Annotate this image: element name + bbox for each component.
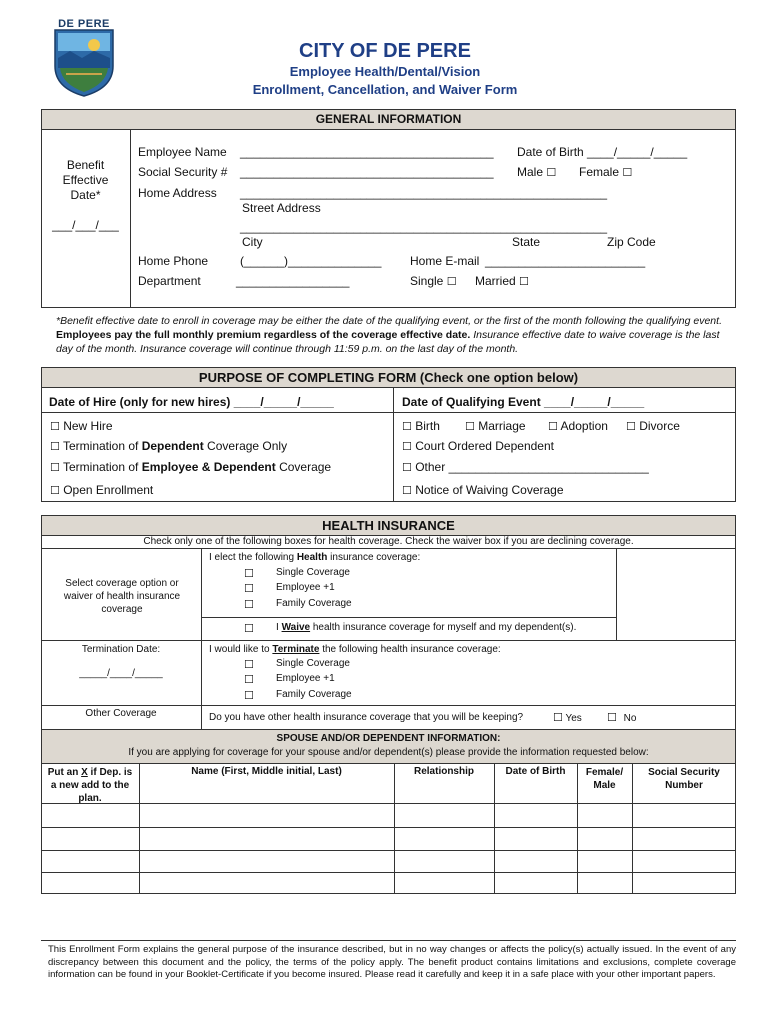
yes-label: Yes bbox=[565, 713, 582, 724]
home-phone-label: Home Phone bbox=[138, 254, 209, 268]
married-option[interactable] bbox=[475, 274, 529, 288]
select-coverage-label: Select coverage option or waiver of health insurance coverage bbox=[63, 578, 181, 615]
elect-single-option[interactable] bbox=[244, 567, 350, 580]
effective-date-note bbox=[56, 314, 724, 356]
form-subtitle-2: Enrollment, Cancellation, and Waiver Form bbox=[252, 82, 518, 97]
waive-text bbox=[276, 622, 576, 633]
marriage-label: Marriage bbox=[478, 419, 526, 433]
home-phone-field[interactable]: (______)______________ bbox=[240, 254, 382, 268]
checkbox-icon: ☐ bbox=[607, 711, 617, 724]
dependents-heading: SPOUSE AND/OR DEPENDENT INFORMATION: bbox=[276, 733, 501, 744]
term-emp-label-2: Coverage bbox=[275, 460, 332, 474]
waive-coverage-option[interactable] bbox=[244, 622, 577, 635]
new-hire-option[interactable] bbox=[50, 419, 113, 433]
home-email-field[interactable]: ________________________ bbox=[485, 254, 646, 268]
department-label: Department bbox=[138, 274, 201, 288]
divorce-option[interactable] bbox=[626, 419, 680, 433]
notice-waiving-option[interactable] bbox=[402, 483, 564, 497]
terminate-employee-plus1-label: Employee +1 bbox=[276, 673, 335, 684]
termination-date-field[interactable]: _____/____/_____ bbox=[79, 668, 163, 679]
footer-disclaimer: This Enrollment Form explains the general purpose of the insurance described, but in no way changes or affects the policy(s) actually issued. In the event of any discrepancy between this document and the policy, the terms of the policy apply. The benefit product contains limitations and exclusions, complete coverage information can be found in your Booklet-Certificate if you become insured. Please read it carefully and keep it in a safe place with your other important papers. bbox=[48, 944, 736, 980]
terminate-family-label: Family Coverage bbox=[276, 689, 352, 700]
employee-name-field[interactable]: ______________________________________ bbox=[240, 145, 494, 159]
checkbox-icon: ☐ bbox=[402, 420, 412, 433]
termination-date-label: Termination Date: bbox=[81, 644, 161, 655]
terminate-text-bold: Terminate bbox=[272, 644, 320, 655]
logo-text: DE PERE bbox=[58, 18, 110, 30]
checkbox-icon: ☐ bbox=[244, 622, 254, 635]
note-text-1: *Benefit effective date to enroll in coverage may be either the date of the qualifying event, or the first of the month following the qualifying event. bbox=[56, 315, 722, 327]
adoption-label: Adoption bbox=[560, 419, 608, 433]
other-coverage-label: Other Coverage bbox=[85, 708, 157, 719]
no-label: No bbox=[623, 713, 637, 724]
note-text-bold: Employees pay the full monthly premium regardless of the coverage effective date. bbox=[56, 329, 471, 341]
elect-coverage-text bbox=[209, 552, 420, 563]
waive-text-1: I bbox=[276, 622, 282, 633]
elect-employee-plus1-option[interactable] bbox=[244, 582, 335, 595]
home-email-label: Home E-mail bbox=[410, 254, 480, 268]
col-new-add-header bbox=[46, 766, 134, 805]
checkbox-icon: ☐ bbox=[244, 567, 254, 580]
checkbox-icon: ☐ bbox=[402, 461, 412, 474]
employee-name-label: Employee Name bbox=[138, 145, 227, 159]
single-option[interactable] bbox=[410, 274, 457, 288]
male-option[interactable] bbox=[517, 165, 556, 179]
col-put-1: Put an bbox=[47, 767, 82, 778]
city-caption: City bbox=[242, 235, 263, 249]
checkbox-icon: ☐ bbox=[244, 582, 254, 595]
birth-option[interactable] bbox=[402, 419, 440, 433]
city-state-zip-field[interactable]: _______________________________________________________ bbox=[240, 220, 608, 234]
health-instruction: Check only one of the following boxes for health coverage. Check the waiver box if you are declining coverage. bbox=[143, 536, 634, 547]
elect-text-1: I elect the following bbox=[209, 552, 297, 563]
checkbox-icon: ☐ bbox=[446, 275, 457, 288]
checkbox-icon: ☐ bbox=[50, 461, 60, 474]
terminate-single-option[interactable] bbox=[244, 658, 350, 671]
term-emp-label-bold: Employee & Dependent bbox=[141, 460, 276, 474]
home-address-label: Home Address bbox=[138, 186, 217, 200]
department-field[interactable]: _________________ bbox=[236, 274, 350, 288]
ssn-field[interactable]: ______________________________________ bbox=[240, 165, 494, 179]
open-enrollment-option[interactable] bbox=[50, 483, 153, 497]
notice-waiving-label: Notice of Waiving Coverage bbox=[415, 483, 564, 497]
other-coverage-question: Do you have other health insurance coverage that you will be keeping? bbox=[209, 712, 524, 723]
col-name-header: Name (First, Middle initial, Last) bbox=[191, 766, 342, 777]
waive-text-2: health insurance coverage for myself and my dependent(s). bbox=[310, 622, 577, 633]
checkbox-icon: ☐ bbox=[622, 166, 633, 179]
elect-text-bold: Health bbox=[296, 552, 328, 563]
street-address-field[interactable]: _______________________________________________________ bbox=[240, 186, 608, 200]
checkbox-icon: ☐ bbox=[244, 598, 254, 611]
elect-family-option[interactable] bbox=[244, 598, 352, 611]
checkbox-icon: ☐ bbox=[50, 440, 60, 453]
checkbox-icon: ☐ bbox=[50, 420, 60, 433]
other-field[interactable]: ______________________________ bbox=[448, 460, 649, 474]
col-put-2: if Dep. is a new add to the plan. bbox=[50, 767, 133, 804]
checkbox-icon: ☐ bbox=[519, 275, 529, 288]
checkbox-icon: ☐ bbox=[548, 420, 558, 433]
single-label: Single bbox=[410, 274, 444, 288]
dependents-instruction: If you are applying for coverage for your spouse and/or dependent(s) please provide the information requested below: bbox=[128, 747, 649, 758]
term-dep-label-bold: Dependent bbox=[141, 439, 204, 453]
female-option[interactable] bbox=[579, 165, 632, 179]
dependent-row[interactable] bbox=[41, 828, 736, 849]
dependent-row[interactable] bbox=[41, 851, 736, 871]
benefit-effective-date-field[interactable]: ___/___/___ bbox=[52, 218, 119, 232]
col-dob-header: Date of Birth bbox=[505, 766, 566, 777]
terminate-coverage-text bbox=[209, 644, 501, 655]
col-put-x: X bbox=[81, 767, 88, 778]
checkbox-icon: ☐ bbox=[402, 440, 412, 453]
adoption-option[interactable] bbox=[548, 419, 608, 433]
checkbox-icon: ☐ bbox=[626, 420, 636, 433]
other-coverage-no-option[interactable] bbox=[607, 711, 636, 724]
checkbox-icon: ☐ bbox=[546, 166, 557, 179]
checkbox-icon: ☐ bbox=[244, 689, 254, 702]
elect-single-label: Single Coverage bbox=[276, 567, 350, 578]
street-address-caption: Street Address bbox=[242, 201, 321, 215]
open-enrollment-label: Open Enrollment bbox=[63, 483, 154, 497]
benefit-effective-date-label: Benefit Effective Date* bbox=[62, 158, 109, 202]
terminate-family-option[interactable] bbox=[244, 689, 352, 702]
term-dep-label-1: Termination of bbox=[63, 439, 142, 453]
checkbox-icon: ☐ bbox=[50, 484, 60, 497]
elect-employee-plus1-label: Employee +1 bbox=[276, 582, 335, 593]
note-text-2: Insurance effective date to waive coverage is the last day of the month. Insurance coverage will continue through 11:59 p.m. on the last day of the month. bbox=[56, 329, 720, 355]
divorce-label: Divorce bbox=[639, 419, 680, 433]
health-insurance-heading: HEALTH INSURANCE bbox=[322, 518, 455, 533]
checkbox-icon: ☐ bbox=[402, 484, 412, 497]
zip-caption: Zip Code bbox=[607, 235, 656, 249]
col-relationship-header: Relationship bbox=[413, 766, 474, 777]
terminate-text-1: I would like to bbox=[209, 644, 273, 655]
waive-text-bold: Waive bbox=[281, 622, 311, 633]
date-of-qualifying-event-field[interactable]: Date of Qualifying Event ____/_____/_____ bbox=[402, 395, 645, 409]
checkbox-icon: ☐ bbox=[553, 711, 563, 724]
checkbox-icon: ☐ bbox=[465, 420, 475, 433]
married-label: Married bbox=[475, 274, 516, 288]
new-hire-label: New Hire bbox=[63, 419, 113, 433]
col-sex-header: Female/ Male bbox=[585, 767, 624, 791]
general-info-heading: GENERAL INFORMATION bbox=[315, 112, 462, 126]
birth-label: Birth bbox=[415, 419, 440, 433]
date-of-hire-field[interactable]: Date of Hire (only for new hires) ____/_____/_____ bbox=[49, 395, 334, 409]
purpose-heading: PURPOSE OF COMPLETING FORM (Check one option below) bbox=[198, 370, 579, 385]
court-ordered-option[interactable] bbox=[402, 439, 554, 453]
other-label: Other bbox=[415, 460, 446, 474]
checkbox-icon: ☐ bbox=[244, 673, 254, 686]
col-ssn-header: Social Security Number bbox=[648, 767, 720, 791]
term-emp-label-1: Termination of bbox=[63, 460, 142, 474]
dependent-row[interactable] bbox=[41, 873, 736, 893]
terminate-employee-plus1-option[interactable] bbox=[244, 673, 335, 686]
checkbox-icon: ☐ bbox=[244, 658, 254, 671]
state-caption: State bbox=[512, 235, 541, 249]
dependent-row[interactable] bbox=[41, 804, 736, 826]
terminate-single-label: Single Coverage bbox=[276, 658, 350, 669]
other-coverage-yes-option[interactable] bbox=[553, 711, 582, 724]
page-title: CITY OF DE PERE bbox=[299, 40, 471, 62]
elect-text-2: insurance coverage: bbox=[327, 552, 421, 563]
termination-employee-option[interactable] bbox=[50, 460, 331, 474]
other-option[interactable] bbox=[402, 460, 649, 474]
male-label: Male bbox=[517, 165, 544, 179]
elect-family-label: Family Coverage bbox=[276, 598, 352, 609]
ssn-label: Social Security # bbox=[138, 165, 228, 179]
date-of-birth-field[interactable]: Date of Birth ____/_____/_____ bbox=[517, 145, 688, 159]
court-ordered-label: Court Ordered Dependent bbox=[415, 439, 554, 453]
term-dep-label-2: Coverage Only bbox=[203, 439, 288, 453]
termination-dependent-option[interactable] bbox=[50, 439, 287, 453]
form-subtitle-1: Employee Health/Dental/Vision bbox=[289, 64, 481, 79]
terminate-text-2: the following health insurance coverage: bbox=[319, 644, 501, 655]
marriage-option[interactable] bbox=[465, 419, 526, 433]
female-label: Female bbox=[579, 165, 620, 179]
